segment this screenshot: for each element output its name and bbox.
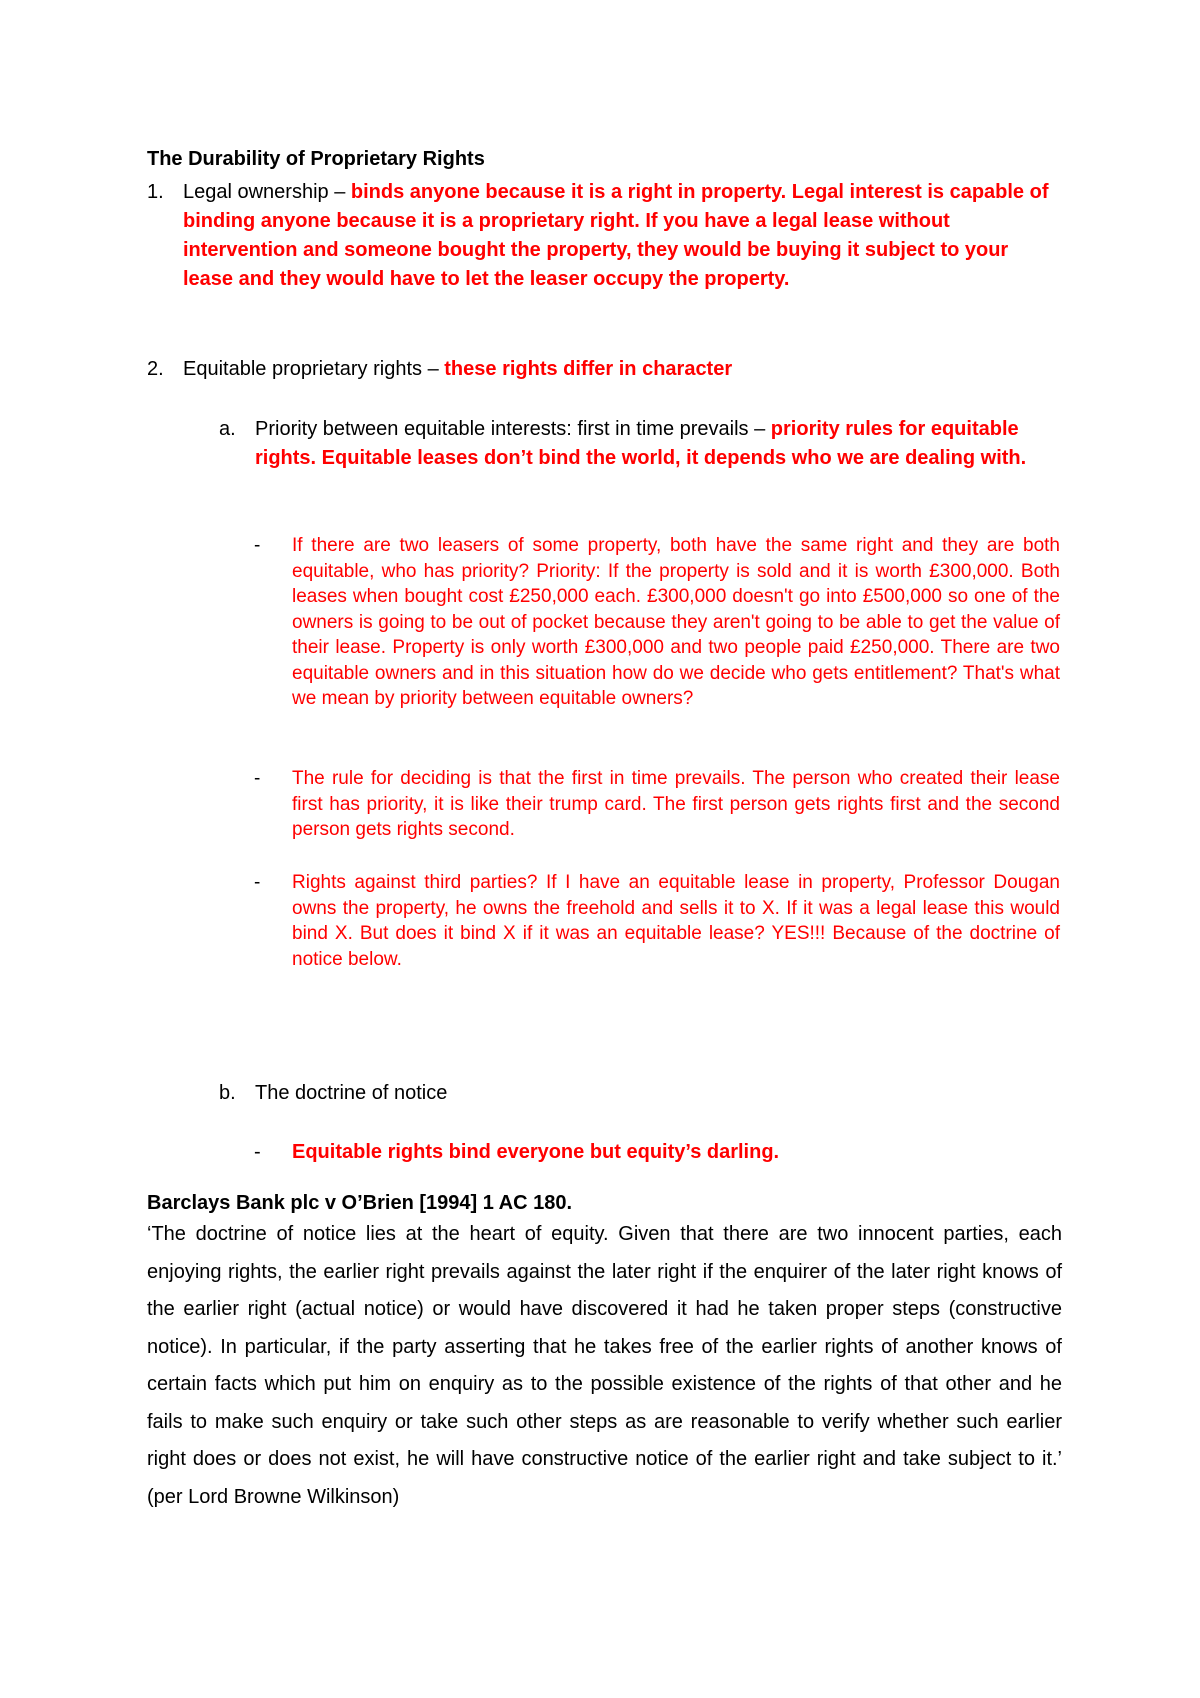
sub-item-priority	[219, 415, 1055, 473]
bullet-text: If there are two leasers of some property, both have the same right and they are both equitable, who has priority? Priority: If the property is sold and it is worth £300,000. Both leases when bought cost £250,000 each. £300,000 doesn't go into £500,000 so one of the owners is going to be out of pocket because they aren't going to be able to get the value of their lease. Property is only worth £300,000 and two people paid £250,000. There are two equitable owners and in this situation how do we decide who gets entitlement? That's what we mean by priority between equitable owners?	[292, 535, 1060, 709]
sub-item-note: priority rules for equitable rights. Equitable leases don’t bind the world, it depends who we are dealing with.	[255, 418, 1027, 469]
bullet-text: Equitable rights bind everyone but equity’s darling.	[292, 1141, 780, 1163]
sub-item-label: Priority between equitable interests: first in time prevails	[255, 418, 749, 440]
item-label: Equitable proprietary rights	[183, 358, 423, 380]
bullet-text: Rights against third parties? If I have an equitable lease in property, Professor Dougan owns the property, he owns the freehold and sells it to X. If it was a legal lease this would bind X. But does it bind X if it was an equitable lease? YES!!! Because of the doctrine of notice below.	[292, 872, 1060, 970]
case-quote: ‘The doctrine of notice lies at the heart of equity. Given that there are two innocent parties, each enjoying rights, the earlier right prevails against the later right if the enquirer of the later right knows of the earlier right (actual notice) or would have discovered it had he taken proper steps (constructive notice). In particular, if the party asserting that he takes free of the earlier rights of another knows of certain facts which put him on enquiry as to the possible existence of the rights of that other and he fails to make such enquiry or take such other steps as are reasonable to verify whether such earlier right does or does not exist, he will have constructive notice of the earlier right and take subject to it.’ (per Lord Browne Wilkinson)	[147, 1223, 1062, 1508]
bullet-item	[254, 766, 1060, 843]
bullet-item	[254, 870, 1060, 972]
item-label: Legal ownership	[183, 181, 329, 203]
page-title: The Durability of Proprietary Rights	[147, 148, 485, 170]
item-separator: –	[328, 181, 351, 203]
item-separator: –	[748, 418, 771, 440]
sub-marker: b.	[219, 1082, 236, 1104]
list-item-legal-ownership	[147, 178, 1063, 294]
sub-item-label: The doctrine of notice	[255, 1082, 448, 1104]
bullet-dash: -	[254, 535, 261, 556]
bullet-text: The rule for deciding is that the first in time prevails. The person who created their lease first has priority, it is like their trump card. The first person gets rights first and the second person gets rights second.	[292, 768, 1060, 840]
case-citation: Barclays Bank plc v O’Brien [1994] 1 AC 180.	[147, 1192, 573, 1214]
bullet-dash: -	[254, 768, 261, 789]
list-marker: 2.	[147, 358, 164, 380]
bullet-dash: -	[254, 872, 261, 893]
list-item-equitable-rights	[147, 355, 1063, 384]
list-marker: 1.	[147, 181, 164, 203]
item-note: binds anyone because it is a right in property. Legal interest is capable of binding anyone because it is a proprietary right. If you have a legal lease without intervention and someone bought the property, they would be buying it subject to your lease and they would have to let the leaser occupy the property.	[183, 181, 1049, 290]
item-note: these rights differ in character	[444, 358, 733, 380]
item-separator: –	[422, 358, 445, 380]
bullet-item	[254, 533, 1060, 712]
sub-item-doctrine-of-notice	[219, 1079, 1055, 1108]
bullet-item	[254, 1138, 1060, 1167]
bullet-dash: -	[254, 1141, 261, 1163]
sub-marker: a.	[219, 418, 236, 440]
